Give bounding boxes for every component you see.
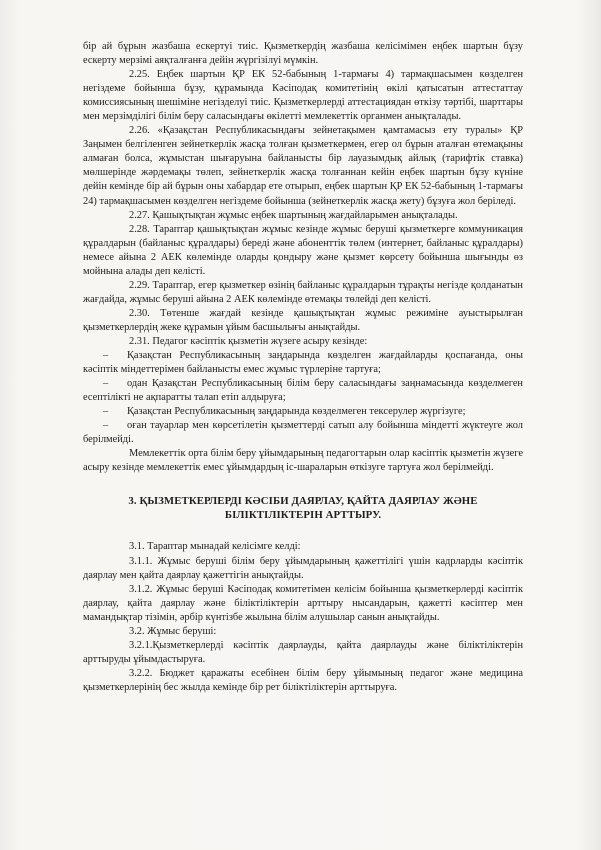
bullet-item <box>83 405 523 419</box>
paragraph-2-28: 2.28. Тараптар қашықтықтан жұмыс кезінде жұмыс беруші қызметкерге коммуникация құралдарын (байланыс құралдары) береді және абоненттік төлем (интернет, байланыс құралдары) немесе айына 2 АЕК көлемінде оларды қондыру және қызмет көрсету бойынша шығынды өз мойнына алады деп келісті. <box>83 223 523 277</box>
section-heading-line: БІЛІКТІЛІКТЕРІН АРТТЫРУ. <box>224 509 382 522</box>
bullet-item <box>83 377 523 405</box>
bullet-item <box>83 349 523 377</box>
bullet-text: Қазақстан Республикасының заңдарында көзделген жағдайларды қоспағанда, оны кәсіптік міндеттерімен байланысты емес жұмыс түрлеріне тартуға; <box>83 350 523 376</box>
paragraph-3-1: 3.1. Тараптар мынадай келісімге келді: <box>129 541 301 553</box>
paragraph-2-31: 2.31. Педагог кәсіптік қызметін жүзеге асыру кезінде: <box>129 335 368 347</box>
paragraph-state-schools: Мемлекеттік орта білім беру ұйымдарының педагогтарын олар кәсіптік қызметін жүзеге асыру кезінде мемлекеттік емес ұйымдардың іс-шараларын өткізуге тартуға жол берілмейді. <box>83 448 523 474</box>
bullet-item <box>83 419 523 447</box>
bullet-mark: – <box>103 406 109 418</box>
paragraph-2-30: 2.30. Төтенше жағдай кезінде қашықтықтан жұмыс режиміне ауыстырылған қызметкерлердің жеке құрамын ұйым басшылығы анықтайды. <box>83 307 523 333</box>
section-heading-line: 3. ҚЫЗМЕТКЕРЛЕРДІ КӘСІБИ ДАЯРЛАУ, ҚАЙТА ДАЯРЛАУ ЖӘНЕ <box>128 495 478 508</box>
paragraph-3-2-1: 3.2.1.Қызметкерлерді кәсіптік даярлауды, қайта даярлауды және біліктіліктерін арттыруды ұйымдастыруға. <box>83 639 523 665</box>
paragraph-2-25: 2.25. Еңбек шартын ҚР ЕК 52-бабының 1-тармағы 4) тармақшасымен көзделген негіздеме бойынша бұзу, құрамында Кәсіподақ комитетінің өкілі қатысатын аттестаттау комиссиясының шешіміне негізделуі тиіс. Қызметкерлерді аттестациядан өткізу тәртібі, шарттары мен мерзімділігі білім беру саласындағы өкілетті мемлекеттік органмен анықталады. <box>83 69 523 123</box>
bullet-mark: – <box>103 420 109 432</box>
bullet-text: оған тауарлар мен көрсетілетін қызметтерді сатып алу бойынша міндетті жүктеуге жол берілмейді. <box>83 420 523 446</box>
paragraph-2-27: 2.27. Қашықтықтан жұмыс еңбек шартының жағдайларымен анықталады. <box>129 209 458 221</box>
paragraph-3-2: 3.2. Жұмыс беруші: <box>129 625 217 637</box>
document-body <box>83 40 523 695</box>
paragraph-3-1-2: 3.1.2. Жұмыс беруші Кәсіподақ комитетімен келісім бойынша қызметкерлерді кәсіптік даярлау, қайта даярлау және біліктіліктерін арттыру нысандарын, қажетті кәсіптер мен мамандықтар тізімін, әрбір күнтізбе жылына білім алушылар санын анықтайды. <box>83 583 523 623</box>
paragraph-2-26: 2.26. «Қазақстан Республикасындағы зейнетақымен қамтамасыз ету туралы» ҚР Заңымен белгіленген зейнеткерлік жасқа толған қызметкермен, егер ол бұрын аталған өтемақыны алмаған болса, жұмыстан шығаруына байланысты бір лауазымдық айлық (тарифтік ставка) мөлшерінде жәрдемақы төлеп, зейнеткерлік жасқа толғаннан кейін еңбек шартын бұзу күніне дейін кемінде бір ай бұрын оны хабардар ете отырып, еңбек шартын ҚР ЕК 52-бабының 1-тармағы 24) тармақшасымен көзделген негіздеме бойынша (зейнеткерлік жасқа жету) бұзуға жол беріледі. <box>83 125 523 207</box>
bullet-text: одан Қазақстан Республикасының білім беру саласындағы заңнамасында көзделмеген есептілікті не ақпаратты талап етіп алдыруға; <box>83 378 523 404</box>
paragraph-2-29: 2.29. Тараптар, егер қызметкер өзінің байланыс құралдарын тұрақты негізде қолданатын жағдайда, жұмыс беруші айына 2 АЕК көлемінде өтемақы төлейді деп келісті. <box>83 279 523 305</box>
section-heading-3 <box>83 494 523 522</box>
bullet-mark: – <box>103 350 109 362</box>
bullet-text: Қазақстан Республикасының заңдарында көзделмеген тексерулер жүргізуге; <box>127 406 466 418</box>
paragraph-3-1-1: 3.1.1. Жұмыс беруші білім беру ұйымдарының қажеттілігі үшін кадрларды кәсіптік даярлау мен қайта даярлау қажеттігін анықтайды. <box>83 555 523 581</box>
paragraph-3-2-2: 3.2.2. Бюджет қаражаты есебінен білім беру ұйымының педагог және медицина қызметкерлерінің бес жылда кемінде бір рет біліктіліктерін арттыруға. <box>83 667 523 693</box>
paragraph-notice-period: бір ай бұрын жазбаша ескертуі тиіс. Қызметкердің жазбаша келісімімен еңбек шартын бұзу ескерту мерзімі аяқталғанға дейін жүргізілуі мүмкін. <box>83 41 523 67</box>
bullet-mark: – <box>103 378 109 390</box>
